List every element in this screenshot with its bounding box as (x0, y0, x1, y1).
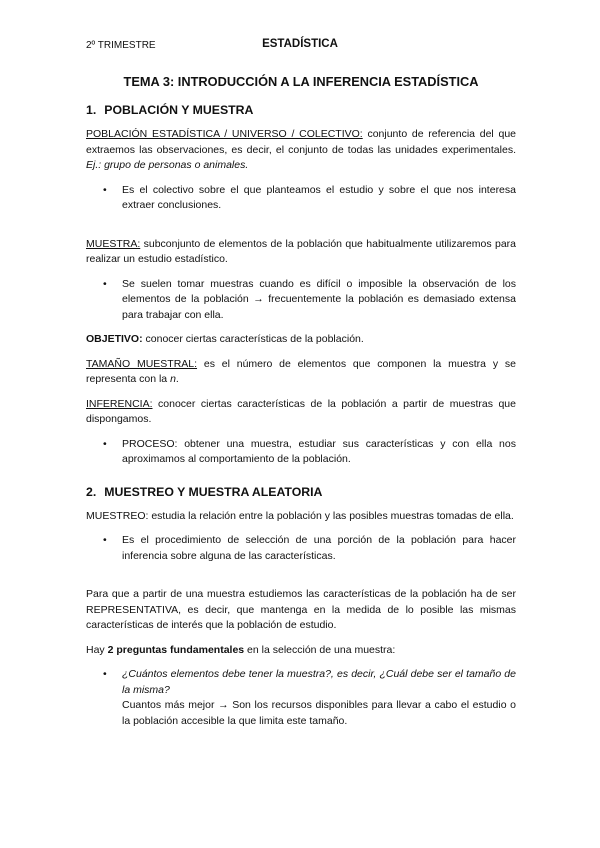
bullet-text: Se suelen tomar muestras cuando es difícil o imposible la observación de los elementos de la población → frecuentemente la población es demasiado extensa para trabajar con ella. (122, 277, 516, 321)
header-term: 2º TRIMESTRE (86, 40, 156, 51)
muestra-term: MUESTRA: (86, 237, 141, 250)
bullet-item (86, 533, 516, 564)
section-1-number: 1. (86, 103, 97, 117)
bullet-text: PROCESO: obtener una muestra, estudiar sus características y con ella nos aproximamos al comportamiento de la población. (122, 437, 516, 465)
muestra-definition (86, 237, 516, 268)
bullet-icon: • (103, 437, 107, 450)
poblacion-term: POBLACIÓN ESTADÍSTICA / UNIVERSO / COLECTIVO: (86, 128, 363, 140)
bullet-icon: • (103, 668, 107, 680)
bullet-text: Es el procedimiento de selección de una porción de la población para hacer inferencia sobre alguna de las características. (122, 534, 516, 562)
section-2-title: MUESTREO Y MUESTRA ALEATORIA (104, 484, 323, 499)
document-body (86, 74, 516, 738)
tamano-muestral-definition (86, 357, 516, 388)
muestreo-definition: MUESTREO: estudia la relación entre la población y las posibles muestras tomadas de ella. (86, 509, 514, 522)
bullet-item (86, 667, 516, 729)
bullet-text: Es el colectivo sobre el que planteamos el estudio y sobre el que nos interesa extraer conclusiones. (122, 183, 516, 211)
tamano-text: es el número de elementos que componen la muestra y se representa con la (86, 357, 516, 385)
section-1-title: POBLACIÓN Y MUESTRA (104, 103, 254, 117)
bullet-item (86, 183, 516, 214)
section-2-number: 2. (86, 484, 97, 499)
answer-1: Cuantos más mejor → Son los recursos disponibles para llevar a cabo el estudio o la población accesible la que limita este tamaño. (122, 699, 516, 727)
representativa-paragraph: Para que a partir de una muestra estudiemos las características de la población ha de ser REPRESENTATIVA, es decir, que mantenga en la medida de lo posible las mismas características de interés que la población de estudio. (86, 588, 516, 631)
question-1: ¿Cuántos elementos debe tener la muestra?, es decir, ¿Cuál debe ser el tamaño de la misma? (122, 668, 516, 696)
header-subject: ESTADÍSTICA (262, 38, 338, 50)
bullet-icon: • (103, 183, 107, 196)
tamano-end: . (175, 373, 179, 385)
inferencia-text: conocer ciertas características de la población a partir de muestras que dispongamos. (86, 397, 516, 425)
inferencia-term: INFERENCIA: (86, 397, 153, 410)
page-header (86, 38, 514, 54)
preguntas-bold: 2 preguntas fundamentales (107, 643, 245, 656)
document-title: TEMA 3: INTRODUCCIÓN A LA INFERENCIA ESTADÍSTICA (123, 74, 479, 89)
section-1-heading (86, 103, 516, 117)
poblacion-text: conjunto de referencia del que extraemos las observaciones, es decir, el conjunto de todas las unidades experimentales. (86, 128, 516, 156)
inferencia-definition (86, 397, 516, 428)
muestra-text: subconjunto de elementos de la población que habitualmente utilizaremos para realizar un estudio estadístico. (86, 237, 516, 265)
preguntas-paragraph (86, 643, 516, 659)
bullet-icon: • (103, 534, 107, 546)
tamano-variable: n (170, 373, 176, 385)
bullet-item (86, 437, 516, 468)
objetivo-paragraph (86, 332, 516, 348)
objetivo-text: conocer ciertas características de la población. (142, 333, 364, 345)
poblacion-example: Ej.: grupo de personas o animales. (86, 159, 249, 171)
tamano-term: TAMAÑO MUESTRAL: (86, 357, 198, 370)
bullet-icon: • (103, 277, 107, 290)
bullet-item (86, 277, 516, 324)
preguntas-pre: Hay (86, 643, 108, 656)
preguntas-post: en la selección de una muestra: (244, 643, 396, 656)
objetivo-term: OBJETIVO: (86, 333, 143, 345)
poblacion-definition (86, 127, 516, 174)
section-2-heading (86, 485, 516, 499)
